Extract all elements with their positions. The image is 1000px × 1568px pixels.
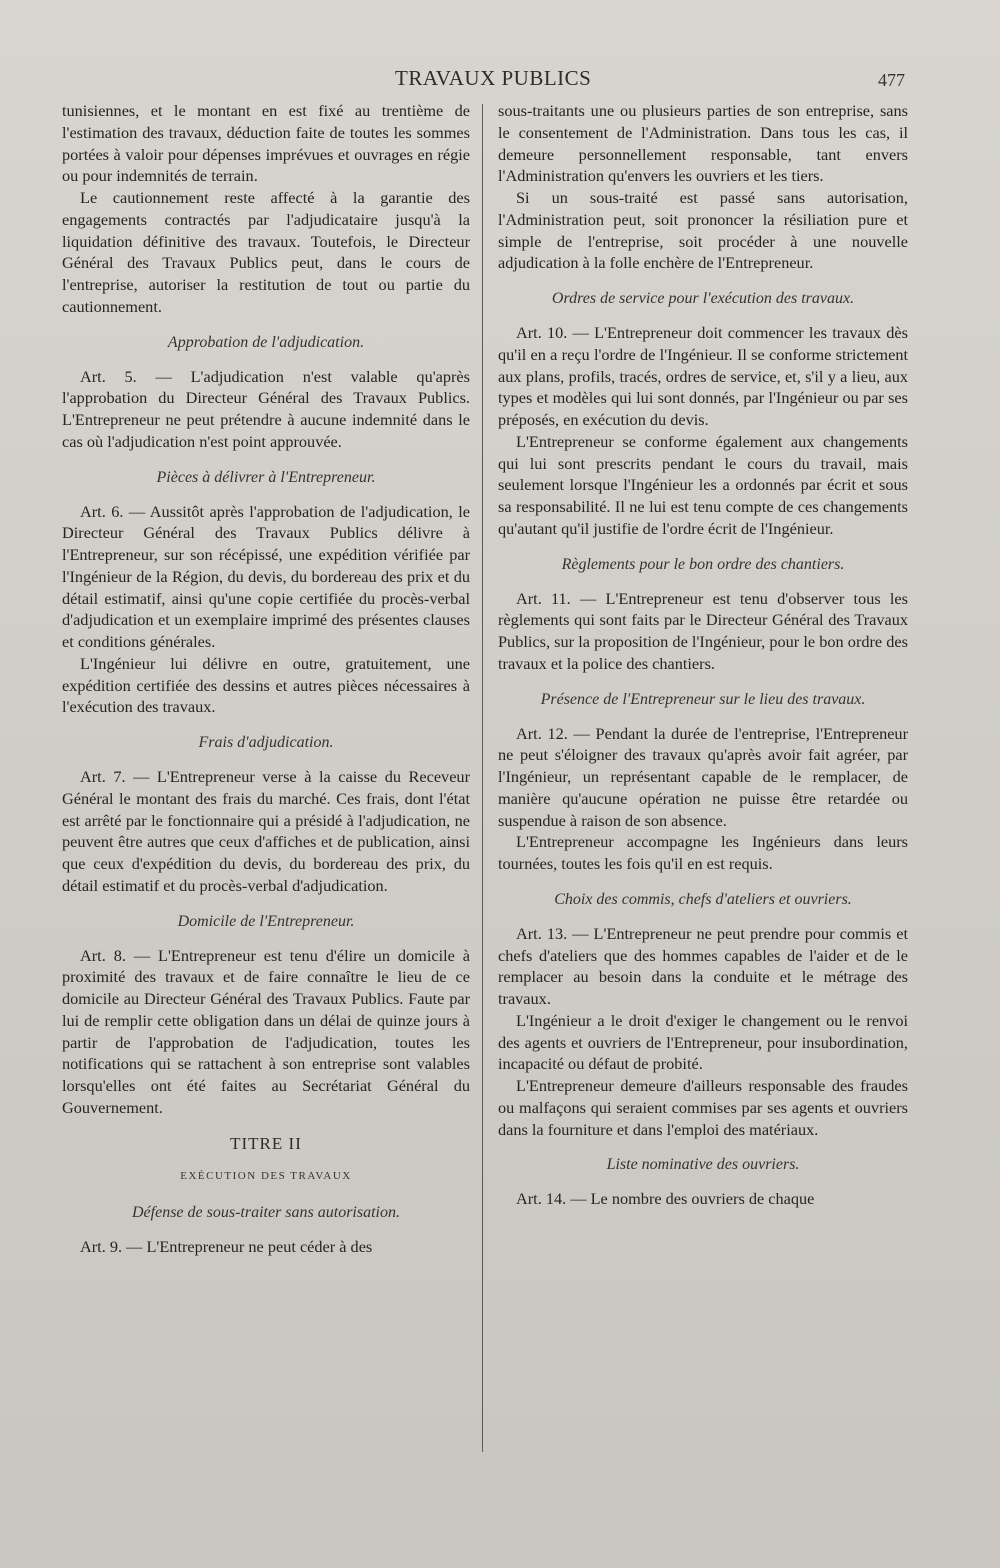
paragraph: sous-traitants une ou plusieurs parties de son entreprise, sans le consentement de l'Administration. Dans tous les cas, il demeure personnellement responsable, tant envers l'Administration qu'envers les ouvriers et les tiers. — [498, 101, 908, 186]
article-11: Art. 11. — L'Entrepreneur est tenu d'observer tous les règlements qui sont faits par le Directeur Général des Travaux Publics, sur la proposition de l'Ingénieur, pour le bon ordre des travaux et la police des chantiers. — [498, 588, 908, 673]
article-12: Art. 12. — Pendant la durée de l'entreprise, l'Entrepreneur ne peut s'éloigner des travaux qu'après avoir fait agréer, par l'Ingénieur, un représentant capable de le remplacer, de manière qu'aucune opération ne puisse être retardée ou suspendue à raison de son absence. — [498, 723, 908, 830]
section-heading-approbation: Approbation de l'adjudication. — [167, 333, 365, 351]
section-heading-reglements: Règlements pour le bon ordre des chantiers. — [561, 555, 845, 573]
article-7: Art. 7. — L'Entrepreneur verse à la caisse du Receveur Général le montant des frais du marché. Ces frais, dont l'état est arrêté par le fonctionnaire qui a présidé à l'adjudication, ne peuvent être autres que ceux d'affiches et de publication, ainsi que ceux d'expédition du devis, du bordereau des prix, du détail estimatif et du procès-verbal d'adjudication. — [62, 767, 470, 895]
article-14: Art. 14. — Le nombre des ouvriers de chaque — [516, 1189, 815, 1209]
section-heading-frais: Frais d'adjudication. — [198, 734, 334, 751]
section-heading-choix: Choix des commis, chefs d'ateliers et ouvriers. — [554, 890, 852, 908]
paragraph: Le cautionnement reste affecté à la garantie des engagements contractés par l'adjudicataire jusqu'à la liquidation définitive des travaux. Toutefois, le Directeur Général des Travaux Publics peut, dans le cours de l'entreprise, autoriser la restitution de tout ou partie du cautionnement. — [62, 188, 470, 316]
section-heading-defense: Défense de sous-traiter sans autorisation. — [132, 1204, 400, 1221]
section-heading-liste: Liste nominative des ouvriers. — [606, 1156, 800, 1174]
section-heading-domicile: Domicile de l'Entrepreneur. — [177, 912, 355, 930]
running-title: TRAVAUX PUBLICS — [395, 66, 592, 90]
title-subheading: EXÉCUTION DES TRAVAUX — [180, 1170, 352, 1183]
column-divider — [482, 104, 483, 1452]
paragraph: L'Entrepreneur accompagne les Ingénieurs dans leurs tournées, toutes les fois qu'il en est requis. — [498, 832, 908, 873]
right-column — [498, 100, 908, 1210]
left-column — [62, 100, 470, 1258]
article-8: Art. 8. — L'Entrepreneur est tenu d'élire un domicile à proximité des travaux et de faire connaître le lieu de ce domicile au Directeur Général des Travaux Publics. Faute par lui de remplir cette obligation dans un délai de quinze jours à partir de l'approbation de l'adjudication, toutes les notifications qui se rattachent à son entreprise sont valables lorsqu'elles ont été faites au Secrétariat Général du Gouvernement. — [62, 945, 470, 1117]
article-13: Art. 13. — L'Entrepreneur ne peut prendre pour commis et chefs d'ateliers que des hommes capables de l'aider et de le remplacer au besoin dans la conduite et le métrage des travaux. — [498, 923, 908, 1008]
page-number: 477 — [878, 70, 905, 90]
article-10: Art. 10. — L'Entrepreneur doit commencer les travaux dès qu'il en a reçu l'ordre de l'Ingénieur. Il se conforme strictement aux plans, profils, tracés, ordres de service, et, s'il y a lieu, aux types et modèles qui lui sont donnés, par l'Ingénieur ou par ses préposés, en exécution du devis. — [498, 323, 908, 429]
title-heading: TITRE II — [230, 1133, 302, 1153]
paragraph: L'Entrepreneur se conforme également aux changements qui lui sont prescrits pendant le cours du travail, mais seulement lorsque l'Ingénieur les a ordonnés par écrit et sous sa responsabilité. Il ne lui est tenu compte de ces changements qu'autant qu'il justifie de l'ordre écrit de l'Ingénieur. — [498, 431, 908, 538]
paragraph: L'Ingénieur lui délivre en outre, gratuitement, une expédition certifiée des dessins et autres pièces nécessaires à l'exécution des travaux. — [62, 653, 470, 717]
paragraph: Si un sous-traité est passé sans autorisation, l'Administration peut, soit prononcer la résiliation pure et simple de l'entreprise, soit procéder à une nouvelle adjudication à la folle enchère de l'Entrepreneur. — [498, 188, 908, 273]
article-9: Art. 9. — L'Entrepreneur ne peut céder à des — [80, 1237, 373, 1256]
paragraph: L'Entrepreneur demeure d'ailleurs responsable des fraudes ou malfaçons qui seraient commises par ses agents et ouvriers dans la fourniture et dans l'emploi des matériaux. — [498, 1076, 908, 1139]
section-heading-pieces: Pièces à délivrer à l'Entrepreneur. — [156, 468, 376, 486]
article-5: Art. 5. — L'adjudication n'est valable qu'après l'approbation du Directeur Général des Travaux Publics. L'Entrepreneur ne peut prétendre à aucune indemnité dans le cas où l'adjudication n'est point approuvée. — [62, 366, 470, 451]
paragraph: L'Ingénieur a le droit d'exiger le changement ou le renvoi des agents et ouvriers de l'Entrepreneur, pour insubordination, incapacité ou défaut de probité. — [498, 1010, 908, 1074]
article-6: Art. 6. — Aussitôt après l'approbation de l'adjudication, le Directeur Général des Travaux Publics délivre à l'Entrepreneur, sur son récépissé, une expédition vérifiée par l'Ingénieur de la Région, du devis, du bordereau des prix et du détail estimatif, ainsi qu'une copie certifiée du procès-verbal d'adjudication et un exemplaire imprimé des présentes clauses et conditions générales. — [62, 501, 470, 651]
running-header — [0, 66, 1000, 92]
section-heading-presence: Présence de l'Entrepreneur sur le lieu des travaux. — [540, 690, 866, 708]
paragraph: tunisiennes, et le montant en est fixé au trentième de l'estimation des travaux, déduction faite de toutes les sommes portées à valoir pour dépenses imprévues et ouvrages en régie ou pour indemnités de terrain. — [62, 101, 470, 186]
section-heading-ordres: Ordres de service pour l'exécution des travaux. — [551, 290, 855, 307]
